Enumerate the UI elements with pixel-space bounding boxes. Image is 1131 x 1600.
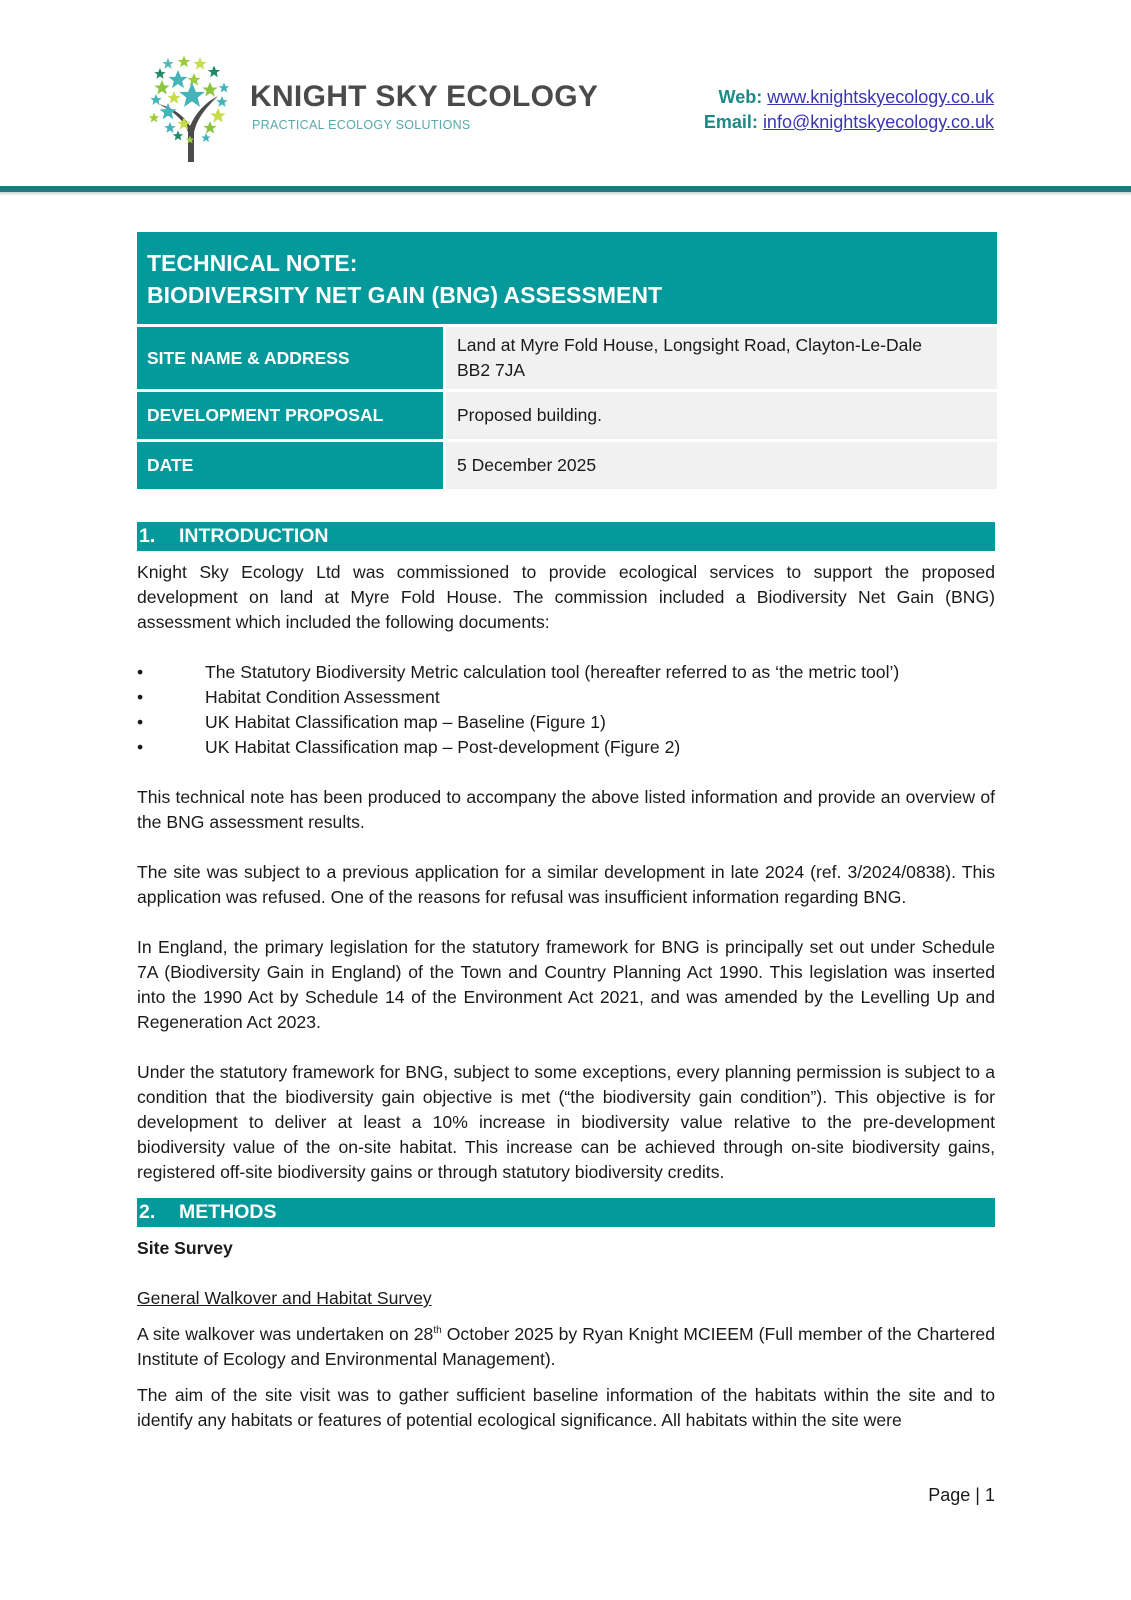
list-item: • Habitat Condition Assessment: [137, 685, 995, 710]
subheading-walkover: General Walkover and Habitat Survey: [137, 1288, 432, 1308]
paragraph: Knight Sky Ecology Ltd was commissioned to provide ecological services to support the proposed development on land at Myre Fold House. The commission included a Biodiversity Net Gain (BNG) assessment which included the following documents:: [137, 562, 995, 632]
info-value: Proposed building.: [446, 392, 997, 439]
brand-tagline: PRACTICAL ECOLOGY SOLUTIONS: [252, 118, 471, 132]
info-row-date: [137, 442, 997, 489]
site-address-line-2: BB2 7JA: [457, 360, 526, 380]
info-value: 5 December 2025: [446, 442, 997, 489]
info-value: [446, 327, 997, 389]
title-line-2: BIODIVERSITY NET GAIN (BNG) ASSESSMENT: [147, 282, 662, 308]
bullet-icon: •: [137, 687, 144, 707]
subheading-site-survey: Site Survey: [137, 1238, 233, 1258]
brand-name: KNIGHT SKY ECOLOGY: [250, 80, 599, 113]
company-logo: [148, 54, 599, 166]
document-title: [137, 232, 997, 324]
page-number: Page | 1: [928, 1485, 995, 1505]
email-link[interactable]: info@knightskyecology.co.uk: [762, 112, 994, 132]
info-label: DATE: [137, 442, 443, 489]
page-header: [0, 0, 1131, 200]
paragraph: Under the statutory framework for BNG, subject to some exceptions, every planning permission is subject to a condition that the biodiversity gain objective is met (“the biodiversity gain condition”). This objective is for development to deliver at least a 10% increase in biodiversity value relative to the pre-development biodiversity value of the on-site habitat. This increase can be achieved through on-site biodiversity gains, registered off-site biodiversity gains or through statutory biodiversity credits.: [137, 1062, 995, 1182]
section-heading-introduction: [137, 522, 995, 551]
documents-list: [137, 660, 995, 760]
paragraph: This technical note has been produced to accompany the above listed information and provide an overview of the BNG assessment results.: [137, 787, 995, 832]
section-title: INTRODUCTION: [179, 525, 329, 547]
bullet-icon: •: [137, 662, 144, 682]
paragraph: The aim of the site visit was to gather sufficient baseline information of the habitats within the site and to identify any habitats or features of potential ecological significance. All habitats within the site were: [137, 1385, 995, 1430]
section-number: 2.: [139, 1201, 156, 1223]
paragraph: The site was subject to a previous application for a similar development in late 2024 (ref. 3/2024/0838). This application was refused. One of the reasons for refusal was insufficient information regarding BNG.: [137, 862, 995, 907]
info-row-site: [137, 327, 997, 389]
web-line: [704, 85, 994, 110]
info-label: DEVELOPMENT PROPOSAL: [137, 392, 443, 439]
contact-details: [704, 85, 994, 135]
list-item: • UK Habitat Classification map – Baseline (Figure 1): [137, 710, 995, 735]
section-title: METHODS: [179, 1201, 277, 1223]
section-heading-methods: [137, 1198, 995, 1227]
paragraph: In England, the primary legislation for the statutory framework for BNG is principally set out under Schedule 7A (Biodiversity Gain in England) of the Town and Country Planning Act 1990. This legislation was inserted into the 1990 Act by Schedule 14 of the Environment Act 2021, and was amended by the Levelling Up and Regeneration Act 2023.: [137, 937, 995, 1032]
list-item: • The Statutory Biodiversity Metric calculation tool (hereafter referred to as ‘the metric tool’): [137, 660, 995, 685]
list-item: • UK Habitat Classification map – Post-development (Figure 2): [137, 735, 995, 760]
section-number: 1.: [139, 525, 156, 547]
paragraph: A site walkover was undertaken on 28th October 2025 by Ryan Knight MCIEEM (Full member of the Chartered Institute of Ecology and Environmental Management).: [137, 1324, 995, 1369]
email-label: Email:: [703, 112, 758, 132]
info-row-development: [137, 392, 997, 439]
document-body: [137, 522, 995, 1433]
header-divider-shadow: [0, 192, 1131, 196]
title-block: [137, 232, 997, 489]
title-line-1: TECHNICAL NOTE:: [147, 250, 358, 276]
bullet-icon: •: [137, 737, 144, 757]
info-label: SITE NAME & ADDRESS: [137, 327, 443, 389]
email-line: [704, 110, 994, 135]
web-label: Web:: [718, 87, 763, 107]
star-tree-logo-icon: [148, 54, 234, 164]
web-link[interactable]: www.knightskyecology.co.uk: [767, 87, 994, 107]
site-address-line-1: Land at Myre Fold House, Longsight Road, Clayton-Le-Dale: [457, 335, 922, 355]
bullet-icon: •: [137, 712, 144, 732]
